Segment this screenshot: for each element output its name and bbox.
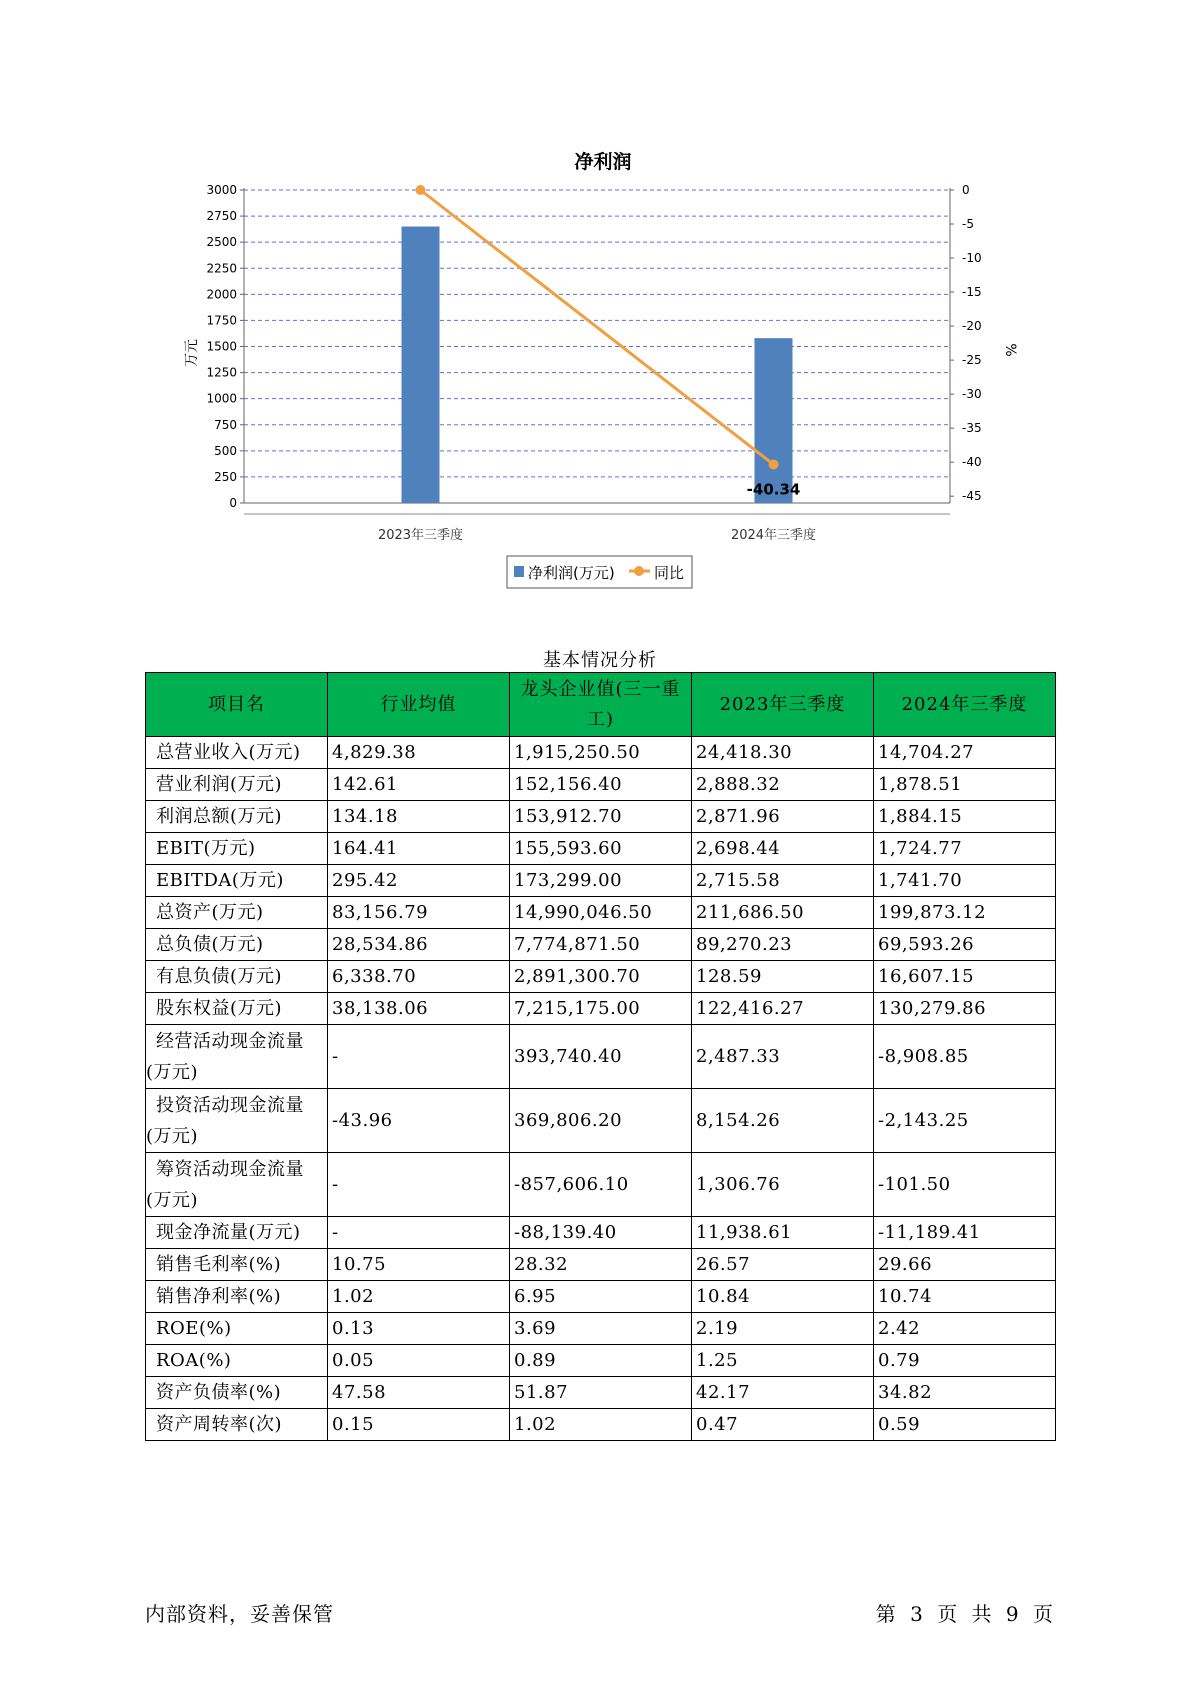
y2-tick-label: -15 <box>962 285 982 300</box>
legend-bar-label: 净利润(万元) <box>528 564 615 582</box>
y2-tick-label: -25 <box>962 353 982 368</box>
row-label-cell: 资产周转率(次) <box>146 1409 328 1441</box>
value-cell: -101.50 <box>874 1153 1056 1217</box>
value-cell: 3.69 <box>510 1313 692 1345</box>
row-label-cell: 筹资活动现金流量(万元) <box>146 1153 328 1217</box>
table-caption: 基本情况分析 <box>543 650 657 671</box>
value-cell: -2,143.25 <box>874 1089 1056 1153</box>
y-tick-label: 2250 <box>206 261 237 276</box>
y-tick-label: 0 <box>229 496 237 510</box>
table-row <box>146 865 1056 897</box>
legend-line-marker <box>634 566 644 576</box>
value-cell: 2,871.96 <box>692 801 874 833</box>
value-cell: 393,740.40 <box>510 1025 692 1089</box>
table-row <box>146 897 1056 929</box>
y2-tick-label: -20 <box>962 319 982 334</box>
table-row <box>146 1153 1056 1217</box>
value-cell: 8,154.26 <box>692 1089 874 1153</box>
value-cell: 1,741.70 <box>874 865 1056 897</box>
row-label-cell: 股东权益(万元) <box>146 993 328 1025</box>
row-label-cell: 利润总额(万元) <box>146 801 328 833</box>
footer-confidential-note: 内部资料，妥善保管 <box>145 1602 334 1626</box>
y-tick-label: 250 <box>214 469 237 484</box>
value-cell: 173,299.00 <box>510 865 692 897</box>
y-axis-label: 万元 <box>184 339 200 367</box>
table-row <box>146 1409 1056 1441</box>
value-cell: 6,338.70 <box>328 961 510 993</box>
value-cell: 47.58 <box>328 1377 510 1409</box>
value-cell: 69,593.26 <box>874 929 1056 961</box>
y2-axis-label: % <box>1002 343 1018 357</box>
analysis-table <box>145 672 1056 1441</box>
table-header-row <box>146 673 1056 737</box>
y-tick-label: 2750 <box>206 209 237 224</box>
table-row <box>146 1025 1056 1089</box>
table-row <box>146 961 1056 993</box>
value-cell: 1.02 <box>328 1281 510 1313</box>
value-cell: 1,878.51 <box>874 769 1056 801</box>
value-cell: 122,416.27 <box>692 993 874 1025</box>
header-item-name: 项目名 <box>146 673 328 737</box>
chart-title: 净利润 <box>574 151 632 173</box>
y-tick-label: 750 <box>214 417 237 432</box>
table-row <box>146 769 1056 801</box>
table-row <box>146 993 1056 1025</box>
value-cell: 369,806.20 <box>510 1089 692 1153</box>
row-label-cell: 现金净流量(万元) <box>146 1217 328 1249</box>
value-cell: 26.57 <box>692 1249 874 1281</box>
value-cell: 1.25 <box>692 1345 874 1377</box>
value-cell: 1.02 <box>510 1409 692 1441</box>
value-cell: 89,270.23 <box>692 929 874 961</box>
value-cell: -11,189.41 <box>874 1217 1056 1249</box>
row-label-cell: ROA(%) <box>146 1345 328 1377</box>
value-cell: 0.89 <box>510 1345 692 1377</box>
value-cell: 130,279.86 <box>874 993 1056 1025</box>
header-2024-q3: 2024年三季度 <box>874 673 1056 737</box>
value-cell: 1,306.76 <box>692 1153 874 1217</box>
value-cell: 16,607.15 <box>874 961 1056 993</box>
table-row <box>146 1089 1056 1153</box>
yoy-point <box>769 459 779 469</box>
value-cell: 0.05 <box>328 1345 510 1377</box>
value-cell: 38,138.06 <box>328 993 510 1025</box>
net-profit-chart <box>0 0 1191 600</box>
footer-page-number: 第 3 页 共 9 页 <box>875 1602 1054 1626</box>
value-cell: 152,156.40 <box>510 769 692 801</box>
y-tick-label: 2000 <box>206 287 237 302</box>
value-cell: - <box>328 1153 510 1217</box>
value-cell: 11,938.61 <box>692 1217 874 1249</box>
table-row <box>146 833 1056 865</box>
value-cell: 29.66 <box>874 1249 1056 1281</box>
value-cell: 10.74 <box>874 1281 1056 1313</box>
value-cell: 2.19 <box>692 1313 874 1345</box>
table-row <box>146 737 1056 769</box>
table-row <box>146 1377 1056 1409</box>
y-tick-label: 500 <box>214 443 237 458</box>
legend-bar-swatch <box>514 566 524 577</box>
bar <box>402 227 440 503</box>
value-cell: 2.42 <box>874 1313 1056 1345</box>
value-cell: -857,606.10 <box>510 1153 692 1217</box>
row-label-cell: 资产负债率(%) <box>146 1377 328 1409</box>
table-body <box>146 737 1056 1441</box>
bar <box>755 338 793 503</box>
value-cell: -88,139.40 <box>510 1217 692 1249</box>
value-cell: - <box>328 1217 510 1249</box>
y-tick-label: 1750 <box>206 313 237 328</box>
value-cell: 1,724.77 <box>874 833 1056 865</box>
legend-line-label: 同比 <box>654 564 685 582</box>
value-cell: 2,698.44 <box>692 833 874 865</box>
row-label-cell: 总资产(万元) <box>146 897 328 929</box>
value-cell: 51.87 <box>510 1377 692 1409</box>
value-cell: 155,593.60 <box>510 833 692 865</box>
y-tick-label: 1000 <box>206 391 237 406</box>
value-cell: 0.15 <box>328 1409 510 1441</box>
header-industry-average: 行业均值 <box>328 673 510 737</box>
row-label-cell: 销售毛利率(%) <box>146 1249 328 1281</box>
value-cell: 42.17 <box>692 1377 874 1409</box>
value-cell: 2,487.33 <box>692 1025 874 1089</box>
value-cell: 6.95 <box>510 1281 692 1313</box>
value-cell: -8,908.85 <box>874 1025 1056 1089</box>
value-cell: 7,774,871.50 <box>510 929 692 961</box>
table-row <box>146 929 1056 961</box>
y2-tick-label: -5 <box>962 217 974 232</box>
row-label-cell: ROE(%) <box>146 1313 328 1345</box>
table-row <box>146 1217 1056 1249</box>
chart-gridlines <box>244 190 950 503</box>
value-cell: 295.42 <box>328 865 510 897</box>
y2-tick-label: -35 <box>962 421 982 436</box>
y2-tick-label: -10 <box>962 251 982 266</box>
header-leading-company: 龙头企业值(三一重工) <box>510 673 692 737</box>
value-cell: 14,704.27 <box>874 737 1056 769</box>
value-cell: 7,215,175.00 <box>510 993 692 1025</box>
y2-tick-label: 0 <box>962 183 970 197</box>
value-cell: 0.59 <box>874 1409 1056 1441</box>
table-row <box>146 1345 1056 1377</box>
row-label-cell: 销售净利率(%) <box>146 1281 328 1313</box>
value-cell: 164.41 <box>328 833 510 865</box>
value-cell: 24,418.30 <box>692 737 874 769</box>
x-tick-label: 2023年三季度 <box>377 528 464 543</box>
row-label-cell: 营业利润(万元) <box>146 769 328 801</box>
y2-tick-label: -45 <box>962 489 982 504</box>
y-tick-label: 1250 <box>206 365 237 380</box>
table-row <box>146 801 1056 833</box>
table-row <box>146 1281 1056 1313</box>
value-cell: - <box>328 1025 510 1089</box>
value-cell: 2,888.32 <box>692 769 874 801</box>
row-label-cell: 总负债(万元) <box>146 929 328 961</box>
row-label-cell: 投资活动现金流量(万元) <box>146 1089 328 1153</box>
value-cell: 10.84 <box>692 1281 874 1313</box>
value-cell: 14,990,046.50 <box>510 897 692 929</box>
value-cell: 211,686.50 <box>692 897 874 929</box>
row-label-cell: EBITDA(万元) <box>146 865 328 897</box>
value-cell: 2,891,300.70 <box>510 961 692 993</box>
value-cell: 28,534.86 <box>328 929 510 961</box>
table-row <box>146 1313 1056 1345</box>
y-tick-label: 3000 <box>206 183 237 197</box>
value-cell: 134.18 <box>328 801 510 833</box>
value-cell: 0.47 <box>692 1409 874 1441</box>
value-cell: 1,915,250.50 <box>510 737 692 769</box>
value-cell: 10.75 <box>328 1249 510 1281</box>
value-cell: 199,873.12 <box>874 897 1056 929</box>
y2-tick-label: -40 <box>962 455 982 470</box>
table-row <box>146 1249 1056 1281</box>
row-label-cell: 经营活动现金流量(万元) <box>146 1025 328 1089</box>
value-cell: 28.32 <box>510 1249 692 1281</box>
y-tick-label: 1500 <box>206 339 237 354</box>
row-label-cell: EBIT(万元) <box>146 833 328 865</box>
value-cell: 4,829.38 <box>328 737 510 769</box>
row-label-cell: 总营业收入(万元) <box>146 737 328 769</box>
value-cell: 2,715.58 <box>692 865 874 897</box>
value-cell: 0.79 <box>874 1345 1056 1377</box>
value-cell: 142.61 <box>328 769 510 801</box>
data-label: -40.34 <box>746 480 801 499</box>
yoy-point <box>416 185 426 195</box>
y2-tick-label: -30 <box>962 387 982 402</box>
value-cell: 0.13 <box>328 1313 510 1345</box>
chart-legend <box>507 556 692 588</box>
y-tick-label: 2500 <box>206 235 237 250</box>
value-cell: -43.96 <box>328 1089 510 1153</box>
value-cell: 1,884.15 <box>874 801 1056 833</box>
value-cell: 128.59 <box>692 961 874 993</box>
row-label-cell: 有息负债(万元) <box>146 961 328 993</box>
header-2023-q3: 2023年三季度 <box>692 673 874 737</box>
value-cell: 83,156.79 <box>328 897 510 929</box>
value-cell: 153,912.70 <box>510 801 692 833</box>
x-tick-label: 2024年三季度 <box>730 528 817 543</box>
value-cell: 34.82 <box>874 1377 1056 1409</box>
